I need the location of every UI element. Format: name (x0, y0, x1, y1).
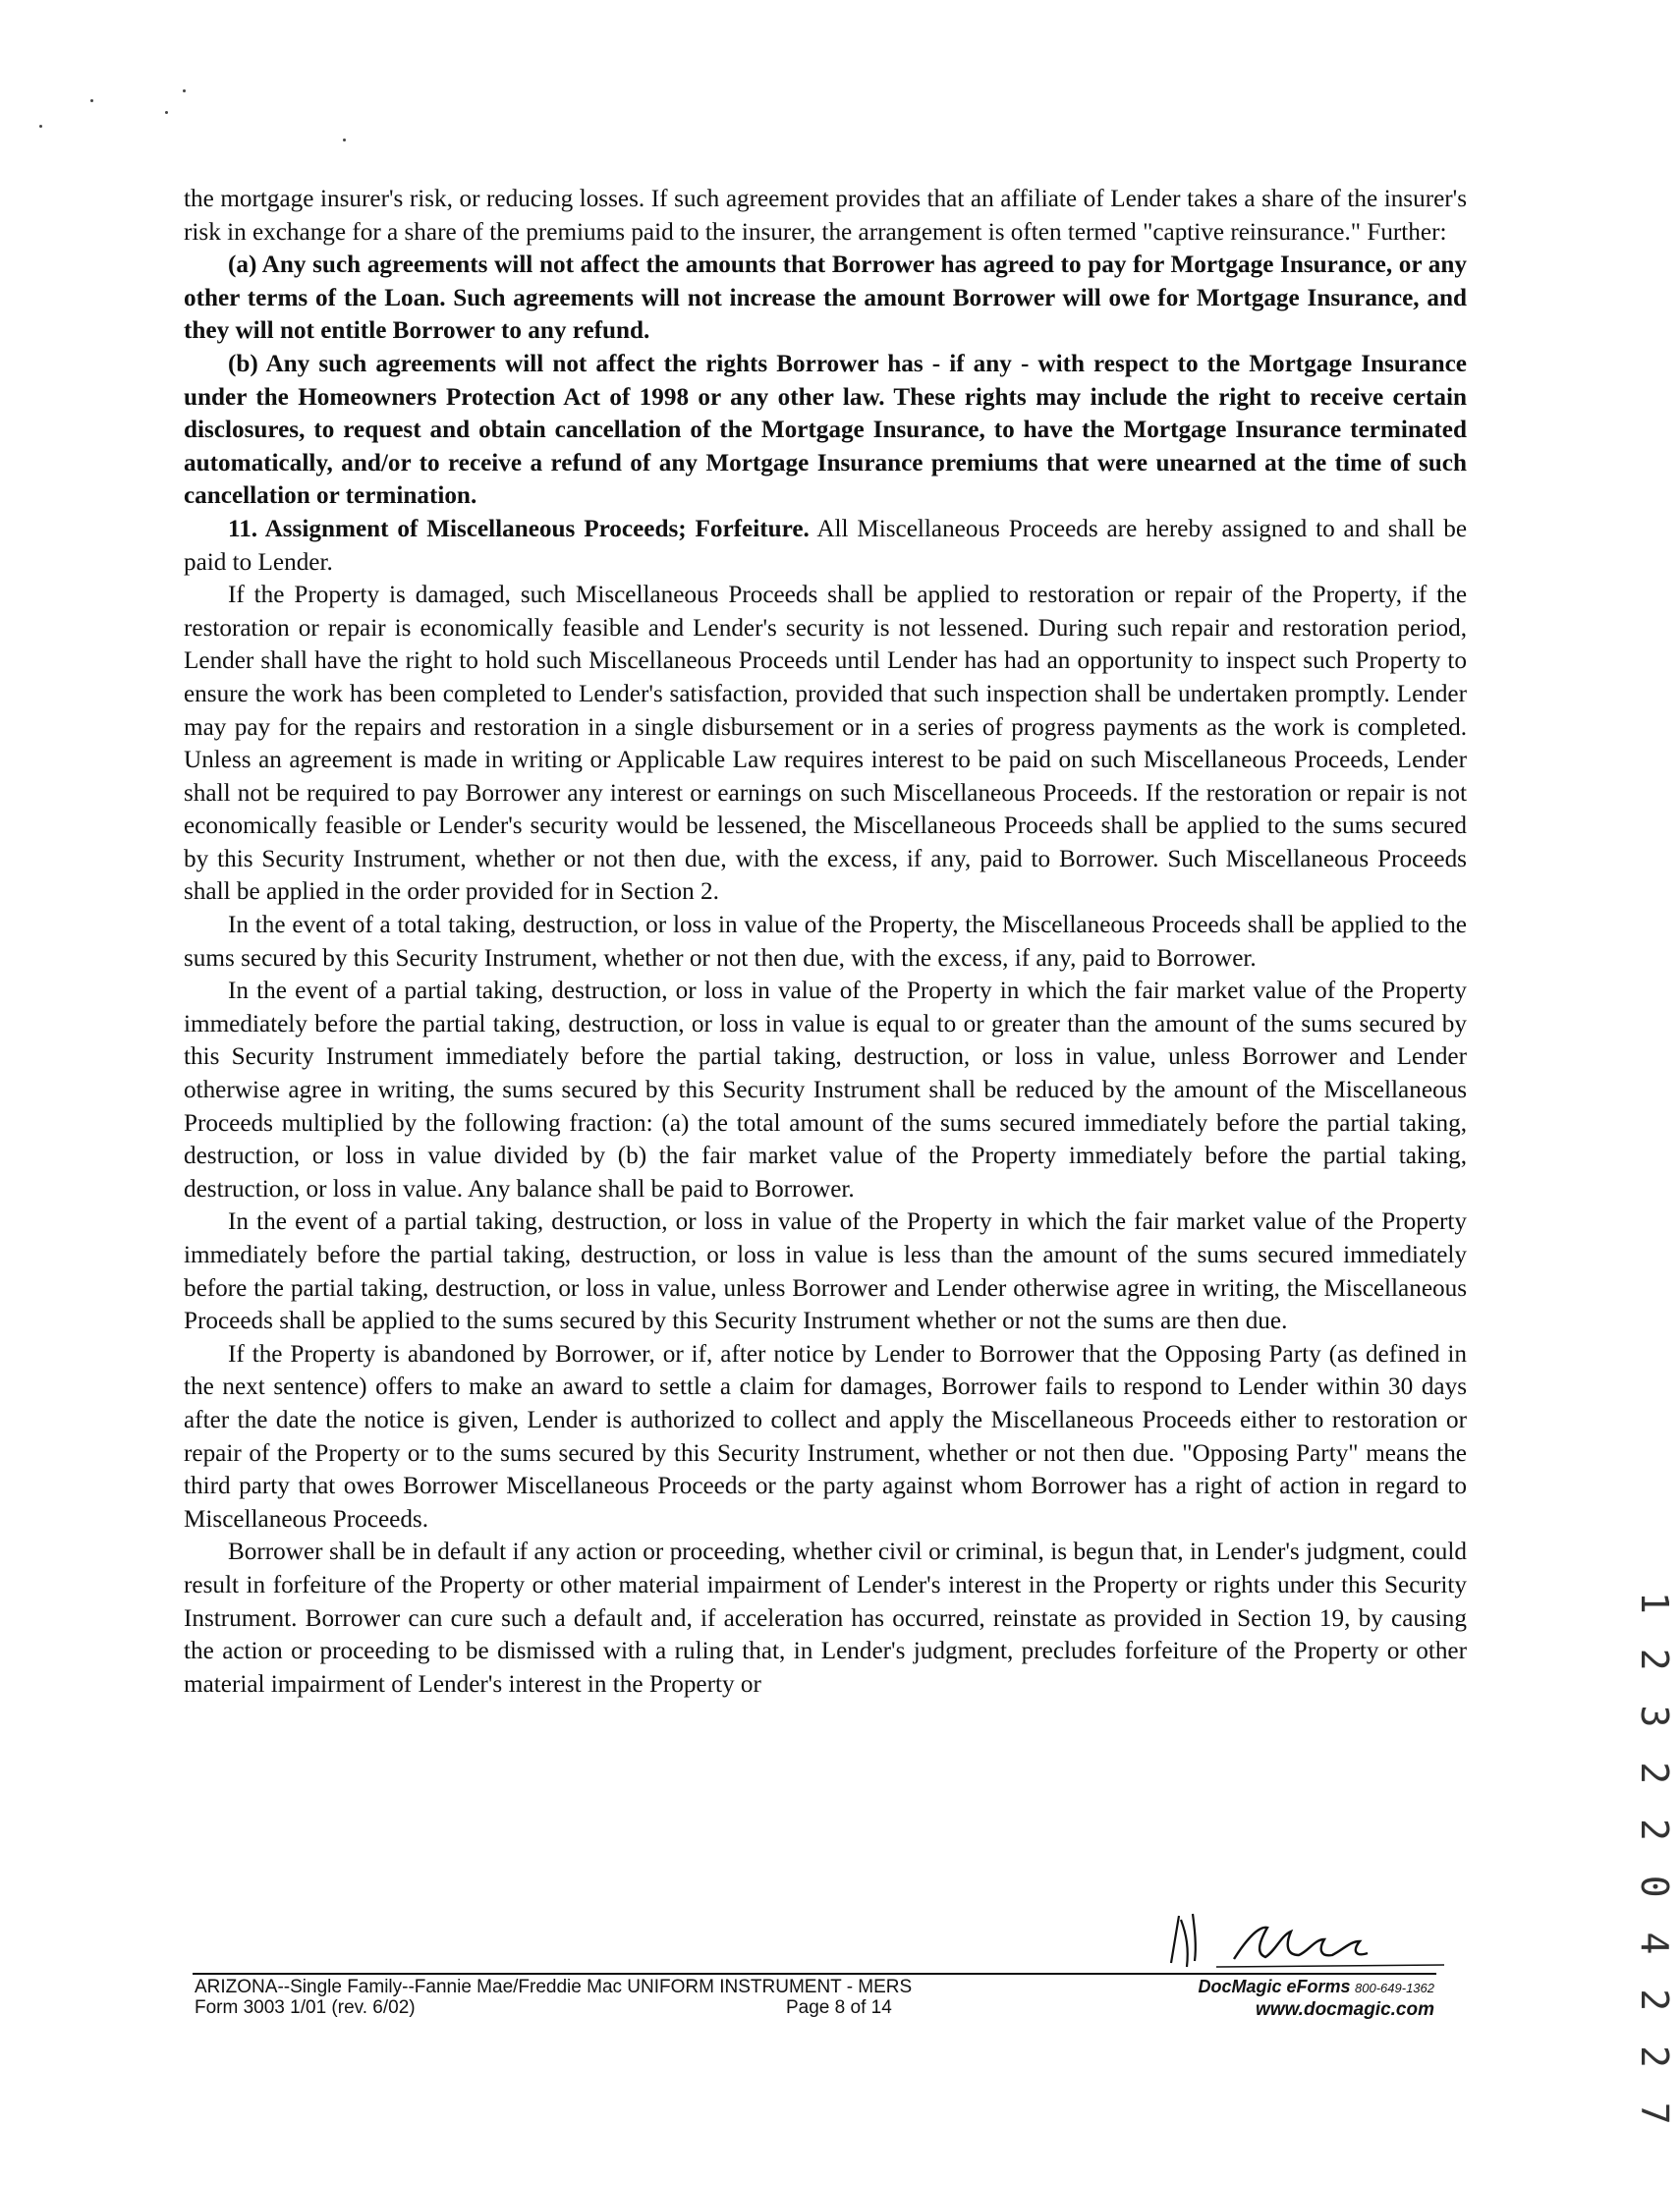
scan-speck (165, 111, 168, 114)
docmagic-phone: 800-649-1362 (1355, 1981, 1434, 1995)
borrower-initials-signature (1157, 1906, 1452, 1977)
paragraph-partial-greater: In the event of a partial taking, destruction, or loss in value of the Property in which the fair market value of the Property immediately before the partial taking, destruction, or loss in value is equal to or greater than the amount of the sums secured by this Security Instrument immediately before the partial taking, destruction, or loss in value, unless Borrower and Lender otherwise agree in writing, the sums secured by this Security Instrument shall be reduced by the amount of the Miscellaneous Proceeds multiplied by the following fraction: (a) the total amount of the sums secured immediately before the partial taking, destruction, or loss in value divided by (b) the fair market value of the Property immediately before the partial taking, destruction, or loss in value. Any balance shall be paid to Borrower. (184, 978, 1467, 1203)
paragraph-partial-less: In the event of a partial taking, destruction, or loss in value of the Property in which the fair market value of the Property immediately before the partial taking, destruction, or loss in value is less than the amount of the sums secured immediately before the partial taking, destruction, or loss in value, unless Borrower and Lender otherwise agree in writing, the Miscellaneous Proceeds shall be applied to the sums secured by this Security Instrument whether or not the sums are then due. (184, 1208, 1467, 1335)
section-11-heading: 11. Assignment of Miscellaneous Proceeds; Forfeiture. (228, 515, 810, 542)
paragraph-default: Borrower shall be in default if any action or proceeding, whether civil or criminal, is begun that, in Lender's judgment, could result in forfeiture of the Property or other material impairment of Lender's interest in the Property or rights under this Security Instrument. Borrower can cure such a default and, if acceleration has occurred, reinstate as provided in Section 19, by causing the action or proceeding to be dismissed with a ruling that, in Lender's judgment, precludes forfeiture of the Property or other material impairment of Lender's interest in the Property or (184, 1539, 1467, 1698)
section-11-text: All Miscellaneous Proceeds are hereby assigned to and shall be paid to Lender. (184, 515, 1467, 576)
recording-stamp-number: 1 2 3 2 2 0 4 2 2 7 (1633, 1592, 1676, 2131)
clause-b: (b) Any such agreements will not affect the rights Borrower has - if any - with respect to the Mortgage Insurance under the Homeowners Protection Act of 1998 or any other law. These rights may include the right to receive certain disclosures, to request and obtain cancellation of the Mortgage Insurance, to have the Mortgage Insurance terminated automatically, and/or to receive a refund of any Mortgage Insurance premiums that were unearned at the time of such cancellation or termination. (184, 350, 1467, 510)
scan-speck (183, 89, 186, 92)
footer-divider (193, 1973, 1436, 1975)
docmagic-website: www.docmagic.com (1256, 1999, 1434, 2020)
document-body (184, 183, 1467, 1701)
intro-paragraph: the mortgage insurer's risk, or reducing losses. If such agreement provides that an affiliate of Lender takes a share of the insurer's risk in exchange for a share of the premiums paid to the insurer, the arrangement is often termed "captive reinsurance." Further: (184, 186, 1467, 246)
form-title: ARIZONA--Single Family--Fannie Mae/Freddie Mac UNIFORM INSTRUMENT - MERS (195, 1977, 913, 1997)
scan-speck (39, 125, 42, 128)
scan-speck (343, 139, 346, 141)
form-number: Form 3003 1/01 (rev. 6/02) (195, 1997, 416, 2018)
clause-a: (a) Any such agreements will not affect the amounts that Borrower has agreed to pay for Mortgage Insurance, or any other terms of the Loan. Such agreements will not increase the amount Borrower will owe for Mortgage Insurance, and they will not entitle Borrower to any refund. (184, 252, 1467, 345)
scan-speck (90, 99, 93, 102)
paragraph-abandoned: If the Property is abandoned by Borrower, or if, after notice by Lender to Borrower that the Opposing Party (as defined in the next sentence) offers to make an award to settle a claim for damages, Borrower fails to respond to Lender within 30 days after the date the notice is given, Lender is authorized to collect and apply the Miscellaneous Proceeds either to restoration or repair of the Property or to the sums secured by this Security Instrument, whether or not then due. "Opposing Party" means the third party that owes Borrower Miscellaneous Proceeds or the party against whom Borrower has a right of action in regard to Miscellaneous Proceeds. (184, 1340, 1467, 1533)
docmagic-branding (1149, 1976, 1434, 2021)
page-number: Page 8 of 14 (786, 1997, 892, 2018)
docmagic-logo: DocMagic eForms (1198, 1977, 1351, 1996)
section-11 (184, 513, 1467, 579)
paragraph-total-taking: In the event of a total taking, destruction, or loss in value of the Property, the Miscellaneous Proceeds shall be applied to the sums secured by this Security Instrument, whether or not then due, with the excess, if any, paid to Borrower. (184, 912, 1467, 972)
paragraph-damaged: If the Property is damaged, such Miscellaneous Proceeds shall be applied to restoration or repair of the Property, if the restoration or repair is economically feasible and Lender's security is not lessened. During such repair and restoration period, Lender shall have the right to hold such Miscellaneous Proceeds until Lender has had an opportunity to inspect such Property to ensure the work has been completed to Lender's satisfaction, provided that such inspection shall be undertaken promptly. Lender may pay for the repairs and restoration in a single disbursement or in a series of progress payments as the work is completed. Unless an agreement is made in writing or Applicable Law requires interest to be paid on such Miscellaneous Proceeds, Lender shall not be required to pay Borrower any interest or earnings on such Miscellaneous Proceeds. If the restoration or repair is not economically feasible or Lender's security would be lessened, the Miscellaneous Proceeds shall be applied to the sums secured by this Security Instrument, whether or not then due, with the excess, if any, paid to Borrower. Such Miscellaneous Proceeds shall be applied in the order provided for in Section 2. (184, 582, 1467, 906)
